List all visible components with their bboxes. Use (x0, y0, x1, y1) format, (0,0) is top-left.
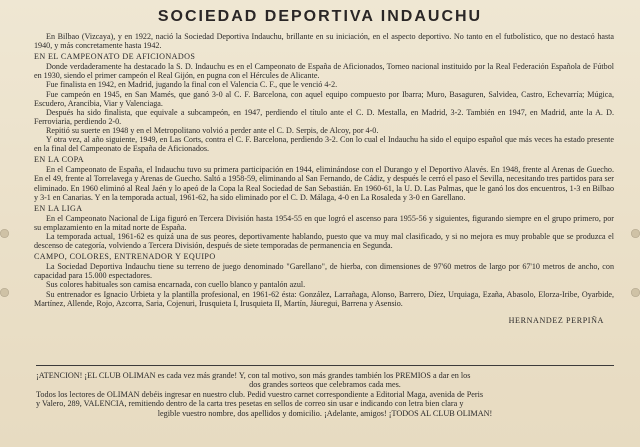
paragraph-aficionados-2: Fue finalista en 1942, en Madrid, jugando la final con el Valencia C. F., que le venció 4-2. (46, 80, 338, 90)
paragraph-aficionados-3: Fue campeón en 1945, en San Mamés, que ganó 3-0 al C. F. Barcelona, con aquel equipo compuesto por Ibarra; Muro, Basaguren, Salvidea, Castro, Echevarría; Múgica, Escudero, Arancibia, Viar y Valenciaga. (34, 89, 614, 108)
section-heading-copa: EN LA COPA (34, 155, 85, 165)
section-heading-liga: EN LA LIGA (34, 203, 83, 213)
article-body (34, 32, 614, 325)
club-notice (36, 371, 614, 418)
author-signature: HERNANDEZ PERPIÑA (508, 315, 604, 325)
punch-hole-right-bottom (631, 288, 640, 297)
punch-hole-left-bottom (0, 288, 9, 297)
notice-line-1: ¡ATENCION! ¡EL CLUB OLIMAN es cada vez más grande! Y, con tal motivo, son más grandes también los PREMIOS a dar en los (36, 371, 471, 380)
paragraph-aficionados-4: Después ha sido finalista, que equivale a subcampeón, en 1947, perdiendo el título ante el C. D. Mestalla, en Madrid, 3-2. También en 1947, en Madrid, ante la A. D. Ferroviaria, perdiendo 2-0. (34, 107, 614, 126)
punch-hole-left-top (0, 229, 9, 238)
notice-line-4: y Valero, 289, VALENCIA, remitiendo dentro de la carta tres pesetas en sellos de correo sin usar e indicando con letra bien clara y (36, 399, 464, 409)
notice-line-3: Todos los lectores de OLIMAN debéis ingresar en nuestro club. Pedid vuestro carnet correspondiente a Editorial Maga, avenida de Peris (36, 389, 484, 399)
paragraph-liga-1: En el Campeonato Nacional de Liga figuró en Tercera División hasta 1954-55 en que logró el ascenso para 1955-56 y siguientes, figurando siempre en el grupo primero, por su emplazamiento en la mitad norte de España. (34, 213, 614, 232)
section-heading-aficionados: EN EL CAMPEONATO DE AFICIONADOS (34, 52, 196, 62)
paragraph-campo-3: Su entrenador es Ignacio Urbieta y la plantilla profesional, en 1961-62 ésta: González, Larrañaga, Alonso, Barrero, Díez, Urquiaga, Ezaña, Abasolo, Elorza-Iribe, Oyarbide, Martínez, Allende, Rojo, Azcorra, Saria, Cojenuri, Irusquieta I, Irusquieta II, Martín, Jáuregui, Barrena y Asensio. (34, 289, 614, 308)
paragraph-liga-2: La temporada actual, 1961-62 es quizá una de sus peores, deportivamente hablando, puesto que va muy mal clasificado, y si no mejora es muy probable que se produzca el descenso de categoría, volviendo a Tercera División, después de siete temporadas de permanencia en Segunda. (34, 231, 614, 251)
footer-divider (36, 365, 614, 366)
paragraph-intro: En Bilbao (Vizcaya), y en 1922, nació la Sociedad Deportiva Indauchu, brillante en su iniciación, en el aspecto deportivo. No tanto en el futbolístico, que no destacó hasta 1940, y más concretamente hasta 1942. (34, 32, 614, 51)
paragraph-copa: En el Campeonato de España, el Indauchu tuvo su primera participación en 1944, eliminándose con el Durango y el Deportivo Alavés. En 1948, frente al Arenas de Guecho. En el 49, frente al Torrelavega y Arenas de Guecho. Saltó a 1958-59, eliminando al San Fernando, de Cádiz, y después le cerró el paso el Sevilla, necesitando tres partidos para ser eliminado. En 1960 eliminó al Real Jaén y lo apeó de la Copa la Real Sociedad de San Sebastián. En 1960-61, la U. D. Las Palmas, que le ganó los dos encuentros, 1-3 en Bilbao y 3-1 en Canarias. Y en la temporada actual, 1961-62, ha sido eliminado por el C. D. Málaga, 4-0 en La Rosaleda y 3-0 en Garellano. (34, 165, 614, 202)
paragraph-aficionados-6: Y otra vez, al año siguiente, 1949, en Las Corts, contra el C. F. Barcelona, perdiendo 3-2. Con lo cual el Indauchu ha sido el equipo español que más veces ha estado presente en la final del Campeonato de España de Aficionados. (34, 135, 614, 154)
notice-line-5: legible vuestro nombre, dos apellidos y domicilio. ¡Adelante, amigos! ¡TODOS AL CLUB OLIMAN! (157, 408, 493, 418)
paragraph-campo-1: La Sociedad Deportiva Indauchu tiene su terreno de juego denominado "Garellano", de hierba, con dimensiones de 97'60 metros de largo por 67'10 metros de ancho, con capacidad para 15.000 espectadores. (34, 262, 614, 281)
paragraph-aficionados-1: Donde verdaderamente ha destacado la S. D. Indauchu es en el Campeonato de España de Aficionados, Torneo nacional instituido por la Real Federación Española de Fútbol en 1930, siendo el primer campeón el Real Gijón, en pugna con el Hércules de Alicante. (34, 62, 614, 81)
paragraph-aficionados-5: Repitió su suerte en 1948 y en el Metropolitano volvió a perder ante el C. D. Serpis, de Alcoy, por 4-0. (46, 125, 379, 135)
page-title: SOCIEDAD DEPORTIVA INDAUCHU (157, 8, 483, 25)
section-heading-campo: CAMPO, COLORES, ENTRENADOR Y EQUIPO (34, 252, 216, 262)
punch-hole-right-top (631, 229, 640, 238)
paragraph-campo-2: Sus colores habituales son camisa encarnada, con cuello blanco y pantalón azul. (46, 280, 306, 290)
notice-line-2: dos grandes sorteos que celebramos cada mes. (249, 380, 401, 390)
